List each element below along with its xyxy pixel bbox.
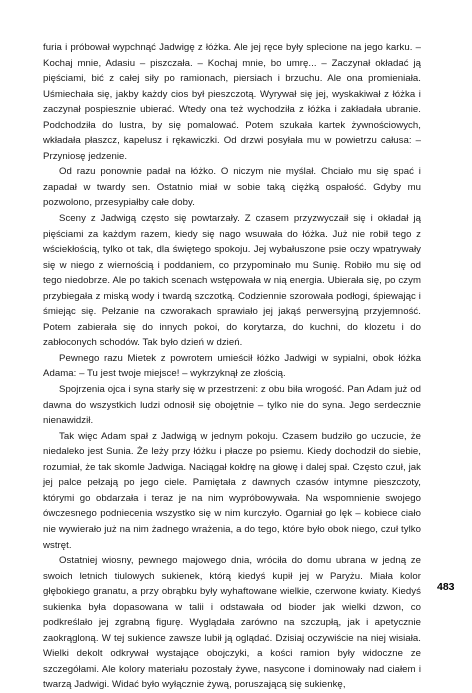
page-number: 483: [437, 581, 455, 593]
paragraph: Spojrzenia ojca i syna starły się w przestrzeni: z obu biła wrogość. Pan Adam już od dawna do wszystkich ludzi odnosił się obojętnie – tylko nie do syna. Jego serdecznie nienawidził.: [43, 384, 421, 427]
paragraph: Sceny z Jadwigą często się powtarzały. Z czasem przyzwyczaił się i okładał ją pięściami za każdym razem, kiedy się nago wsuwała do łóżka. Już nie robił tego z wściekłością, tylko ot tak, dla świętego spokoju. Jej wybałuszone psie oczy wpatrywały się w niego z wiernością i poddaniem, co przypominało mu Sunię. Robiło mu się od tego niedobrze. Ale po takich scenach wstępowała w nią energia. Ubierała się, po czym przybiegała z miską wody i twardą szczotką. Codziennie szorowała podłogi, śpiewając i śmiejąc się. Pełzanie na czworakach sprawiało jej jakąś perwersyjną przyjemność. Potem zabierała się do innych pokoi, do korytarza, do kuchni, do klozetu i do zabłoconych schodów. Tak było dzień w dzień.: [43, 213, 421, 349]
body-text: [43, 40, 421, 693]
paragraph: Od razu ponownie padał na łóżko. O niczym nie myślał. Chciało mu się spać i zapadał w twardy sen. Ostatnio miał w sobie taką ciężką ospałość. Gdyby mu pozwolono, przesypiałby całe doby.: [43, 166, 421, 209]
paragraph: furia i próbował wypchnąć Jadwigę z łóżka. Ale jej ręce były splecione na jego karku. – Kochaj mnie, Adasiu – piszczała. – Kochaj mnie, bo umrę... – Zaczynał okładać ją pięściami, bić z całej siły po ramionach, piersiach i brzuchu. Ale ona promieniała. Uśmiechała się, jakby każdy cios był pieszczotą. Wyrywał się jej, wyskakiwał z łóżka i zaczynał pospiesznie ubierać. Wtedy ona też wychodziła z łóżka i zakładała ubranie. Podchodziła do lustra, by się pomalować. Potem szukała kartek żywnościowych, wkładała płaszcz, kapelusz i rękawiczki. Od drzwi posyłała mu w powietrzu całusa: – Przyniosę jedzenie.: [43, 42, 421, 162]
paragraph: Ostatniej wiosny, pewnego majowego dnia, wróciła do domu ubrana w jedną ze swoich letnich tiulowych sukienek, którą kiedyś kupił jej w Paryżu. Miała kolor głębokiego granatu, a przy obrąbku były wyhaftowane wielkie, czerwone kwiaty. Kiedyś sukienka była dopasowana w talii i odstawała od bioder jak wielki dzwon, co podkreślało jej zgrabną figurę. Wyglądała zarówno na szczupłą, jak i apetycznie zaokrągloną. W tej sukience zawsze lubił ją oglądać. Dzisiaj oczywiście na niej wisiała. Wielki dekolt odkrywał wystające obojczyki, a kości ramion były widoczne ze szczegółami. Ale kolory materiału pozostały żywe, nasycone i dominowały nad ciałem i twarzą Jadwigi. Widać było wyłącznie żywą, poruszającą się sukienkę,: [43, 555, 421, 691]
paragraph: Tak więc Adam spał z Jadwigą w jednym pokoju. Czasem budziło go uczucie, że niedaleko jest Sunia. Że leży przy łóżku i płacze po psiemu. Kiedy dochodził do siebie, rozumiał, że tak skomle Jadwiga. Naciągał kołdrę na głowę i dalej spał. Często czuł, jak jej palce pełzają po jego ciele. Pamiętała z dawnych czasów intymne pieszczoty, którymi go obdarzała i teraz je na nim wypróbowywała. Na wspomnienie swojego ówczesnego podniecenia wszystko się w nim kurczyło. Ogarniał go lęk – kobiece ciało nie wywierało już na nim żadnego wrażenia, a do tego, które było obok niego, czuł tylko wstręt.: [43, 430, 421, 551]
paragraph: Pewnego razu Mietek z powrotem umieścił łóżko Jadwigi w sypialni, obok łóżka Adama: – Tu jest twoje miejsce! – wykrzyknął ze złością.: [43, 352, 421, 380]
